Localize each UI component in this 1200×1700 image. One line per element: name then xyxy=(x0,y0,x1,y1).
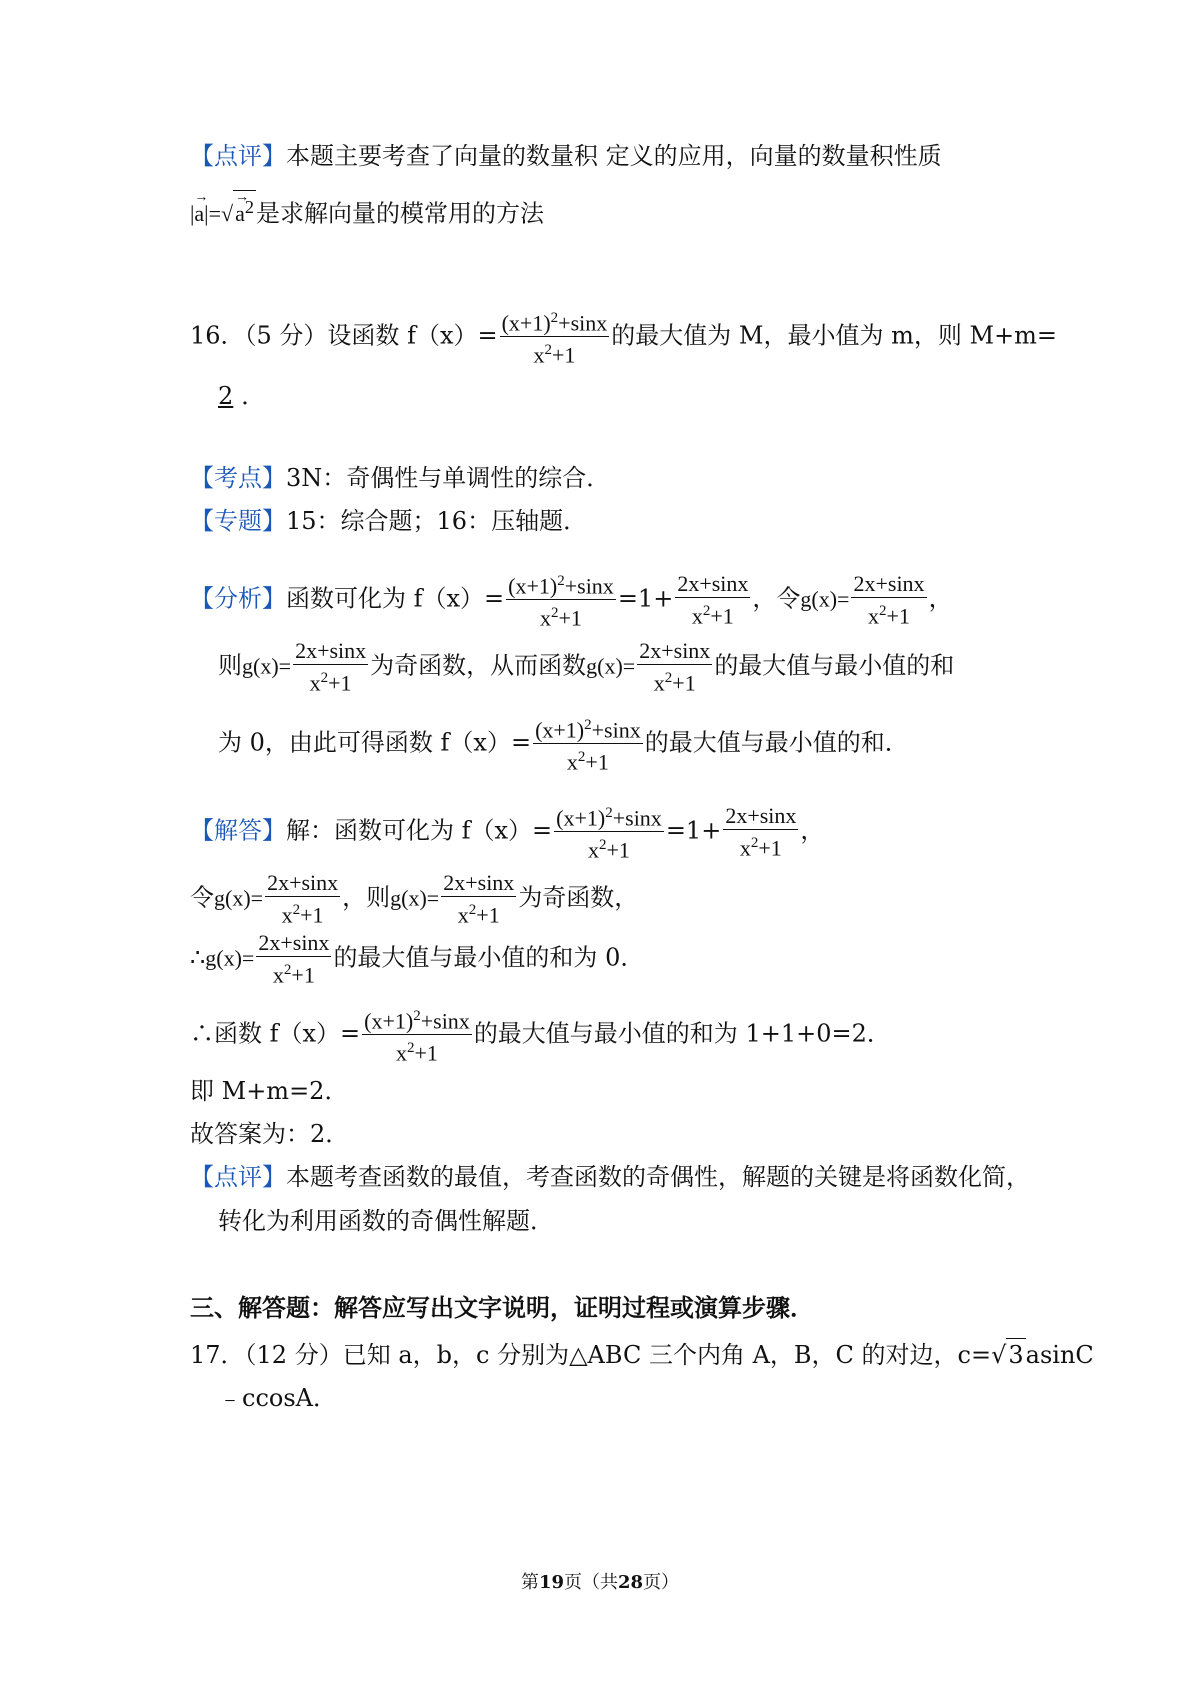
g-fraction xyxy=(256,930,331,988)
footer-text: 页） xyxy=(643,1572,680,1593)
comment-tag: 【点评】 xyxy=(190,142,286,170)
zhuanti-line xyxy=(190,505,587,537)
jieda-text: =1+ xyxy=(665,816,722,845)
fenxi-text: 的最大值与最小值的和 xyxy=(714,651,955,680)
g-label: g(x)= xyxy=(205,945,255,971)
g-den-sup: 2 xyxy=(750,834,759,851)
q16-stem-end: 的最大值为 M，最小值为 m，则 M+m= xyxy=(611,321,1058,350)
jieda-line-6 xyxy=(190,1118,349,1150)
g-den-sup: 2 xyxy=(283,962,292,978)
g-den: x xyxy=(309,670,321,696)
g-den: x xyxy=(457,902,469,928)
fx-num: (x+1) xyxy=(535,717,585,743)
g-fraction xyxy=(637,638,712,696)
kaodian-tag: 【考点】 xyxy=(190,464,286,492)
fx-num-sup: 2 xyxy=(557,573,565,589)
fx-num-sup: 2 xyxy=(550,310,559,326)
jieda-line-3 xyxy=(190,930,644,988)
fenxi-text: 则 xyxy=(218,651,242,680)
page-number: 19 xyxy=(538,1572,564,1593)
g-label: g(x)= xyxy=(800,586,850,612)
fx-num-tail: +sinx xyxy=(558,310,608,336)
jieda-text: ∴函数 f（x）= xyxy=(190,1019,361,1048)
g-fraction xyxy=(675,571,750,629)
fenxi-text: 的最大值与最小值的和． xyxy=(644,728,909,757)
g-den-sup: 2 xyxy=(879,602,887,619)
g-den-sup: 2 xyxy=(664,670,673,686)
page-footer xyxy=(0,1568,1200,1594)
fenxi-text: 为 0，由此可得函数 f（x）= xyxy=(218,728,532,757)
footer-text: 第 xyxy=(520,1572,539,1593)
fenxi-text: 函数可化为 f（x）= xyxy=(286,584,505,613)
dianping-text: 本题考查函数的最值，考查函数的奇偶性，解题的关键是将函数化简， xyxy=(286,1163,1030,1191)
jieda-text: 的最大值与最小值的和为 0． xyxy=(333,943,645,972)
kaodian-line xyxy=(190,462,610,494)
fenxi-line-2 xyxy=(218,638,954,696)
g-den-sup: 2 xyxy=(468,902,477,918)
g-den: x xyxy=(739,834,751,860)
g-fraction xyxy=(723,803,798,861)
jieda-text: 的最大值与最小值的和为 1+1+0=2． xyxy=(473,1019,891,1048)
fx-num: (x+1) xyxy=(501,310,551,336)
fenxi-line-3 xyxy=(218,712,909,776)
g-den-sup: 2 xyxy=(320,670,329,686)
jieda-line-2 xyxy=(190,870,638,928)
g-den: x xyxy=(272,962,284,988)
fx-fraction xyxy=(362,1003,472,1067)
g-fraction xyxy=(293,638,368,696)
fenxi-line-1 xyxy=(190,568,953,632)
g-num: 2x+sinx xyxy=(267,870,339,895)
fx-den-tail: +1 xyxy=(606,837,630,863)
fenxi-text: 为奇函数，从而函数 xyxy=(370,651,587,680)
dianping-text: 转化为利用函数的奇偶性解题． xyxy=(218,1207,554,1235)
comment-text-2: 是求解向量的模常用的方法 xyxy=(256,199,544,228)
g-num: 2x+sinx xyxy=(258,930,330,955)
g-den-tail: +1 xyxy=(300,902,324,928)
jieda-text: 故答案为：2． xyxy=(190,1120,350,1148)
fx-num-tail: +sinx xyxy=(591,717,641,743)
fx-den: x xyxy=(540,605,552,631)
jieda-text: 令 xyxy=(190,883,214,912)
jieda-line-4 xyxy=(190,1003,891,1067)
comment-line-2 xyxy=(190,190,544,230)
g-fraction xyxy=(851,571,926,629)
g-den-tail: +1 xyxy=(886,602,910,628)
comment-text: 本题主要考查了向量的数量积 定义的应用，向量的数量积性质 xyxy=(286,142,942,170)
question-16-stem xyxy=(190,305,1057,369)
g-den-tail: +1 xyxy=(476,902,500,928)
fx-num-tail: +sinx xyxy=(420,1008,470,1034)
g-den-tail: +1 xyxy=(672,670,696,696)
jieda-text: ， xyxy=(800,816,825,845)
fx-num-tail: +sinx xyxy=(564,573,614,599)
zhuanti-tag: 【专题】 xyxy=(190,507,286,535)
fx-den-sup: 2 xyxy=(577,749,586,766)
g-num: 2x+sinx xyxy=(639,638,711,663)
fx-den: x xyxy=(588,837,600,863)
g-den-tail: +1 xyxy=(710,602,734,628)
comment-line-1 xyxy=(190,140,942,172)
g-den: x xyxy=(868,602,880,628)
answer-end: ． xyxy=(241,382,266,410)
g-num: 2x+sinx xyxy=(443,870,515,895)
g-den-sup: 2 xyxy=(702,602,711,619)
fx-den: x xyxy=(533,342,545,368)
g-den-tail: +1 xyxy=(291,962,315,988)
jieda-text: ，则 xyxy=(342,883,391,912)
kaodian-text: 3N：奇偶性与单调性的综合． xyxy=(286,464,611,492)
g-fraction xyxy=(441,870,516,928)
g-num: 2x+sinx xyxy=(725,802,797,828)
fx-den-tail: +1 xyxy=(551,342,576,368)
dianping-tag: 【点评】 xyxy=(190,1163,286,1191)
fx-den-sup: 2 xyxy=(599,837,607,854)
g-den-tail: +1 xyxy=(758,834,782,860)
fenxi-text: ， xyxy=(928,584,953,613)
fx-den-tail: +1 xyxy=(414,1040,438,1066)
footer-text: 页（共 xyxy=(564,1572,618,1593)
q17-text: asinC xyxy=(1025,1341,1094,1369)
g-label: g(x)= xyxy=(390,885,440,911)
vector-a: → a xyxy=(194,198,204,230)
g-den-sup: 2 xyxy=(292,902,301,918)
fx-num: (x+1) xyxy=(556,805,606,831)
therefore-symbol: ∴ xyxy=(190,943,206,972)
section-heading: 三、解答题：解答应写出文字说明，证明过程或演算步骤． xyxy=(190,1293,814,1322)
jieda-text: 即 M+m=2． xyxy=(190,1077,349,1105)
g-fraction xyxy=(265,870,340,928)
fx-num-sup: 2 xyxy=(584,717,592,733)
fx-den-tail: +1 xyxy=(558,605,582,631)
vector-norm-formula: |→ $a|=√\to a^2$ xyxy=(190,201,256,226)
total-pages: 28 xyxy=(618,1572,644,1593)
fenxi-text: =1+ xyxy=(617,584,674,613)
g-num: 2x+sinx xyxy=(677,570,749,596)
sqrt-3: 3 xyxy=(1006,1338,1025,1371)
g-label: g(x)= xyxy=(242,653,292,679)
g-den: x xyxy=(653,670,665,696)
q17-text: 17．（12 分）已知 a，b，c 分别为△ABC 三个内角 A，B，C 的对边，c= xyxy=(190,1341,992,1369)
question-16-answer xyxy=(218,380,265,412)
g-den: x xyxy=(691,602,703,628)
g-den: x xyxy=(281,902,293,928)
jieda-text: 为奇函数， xyxy=(518,883,639,912)
fx-num-sup: 2 xyxy=(413,1008,421,1024)
dianping-line-2 xyxy=(218,1205,554,1237)
fx-den-sup: 2 xyxy=(551,605,559,622)
fenxi-text: ，令 xyxy=(752,584,801,613)
fx-den-sup: 2 xyxy=(544,342,552,359)
g-num: 2x+sinx xyxy=(853,570,925,596)
g-den-tail: +1 xyxy=(328,670,352,696)
g-label: g(x)= xyxy=(586,653,636,679)
fx-den: x xyxy=(396,1040,408,1066)
g-num: 2x+sinx xyxy=(295,638,367,663)
vector-a-squared: → a xyxy=(235,198,245,230)
fx-den-tail: +1 xyxy=(585,749,609,775)
fx-fraction xyxy=(533,712,643,776)
dianping-line-1 xyxy=(190,1161,1030,1193)
zhuanti-text: 15：综合题；16：压轴题． xyxy=(286,507,588,535)
fx-fraction xyxy=(506,568,616,632)
question-17-line-1: 17．（12 分）已知 a，b，c 分别为△ABC 三个内角 A，B，C 的对边，c=√3asinC xyxy=(190,1338,1094,1371)
fx-num-tail: +sinx xyxy=(612,805,662,831)
q17-text: ﹣ccosA． xyxy=(218,1384,337,1412)
fx-num: (x+1) xyxy=(364,1008,414,1034)
jieda-tag: 【解答】 xyxy=(190,816,286,845)
jieda-line-1 xyxy=(190,800,824,864)
q16-stem-text: 16．（5 分）设函数 f（x）= xyxy=(190,321,498,350)
g-label: g(x)= xyxy=(214,885,264,911)
answer-blank: 2 xyxy=(218,382,234,410)
fx-den: x xyxy=(566,749,578,775)
question-17-line-2 xyxy=(218,1382,337,1414)
fenxi-tag: 【分析】 xyxy=(190,584,286,613)
jieda-text: 解：函数可化为 f（x）= xyxy=(286,816,553,845)
fx-fraction xyxy=(500,305,610,369)
fx-num: (x+1) xyxy=(508,573,558,599)
fx-num-sup: 2 xyxy=(605,805,613,821)
exponent: 2 xyxy=(244,197,254,217)
jieda-line-5 xyxy=(190,1075,348,1107)
fx-den-sup: 2 xyxy=(407,1040,415,1057)
fx-fraction xyxy=(554,800,664,864)
